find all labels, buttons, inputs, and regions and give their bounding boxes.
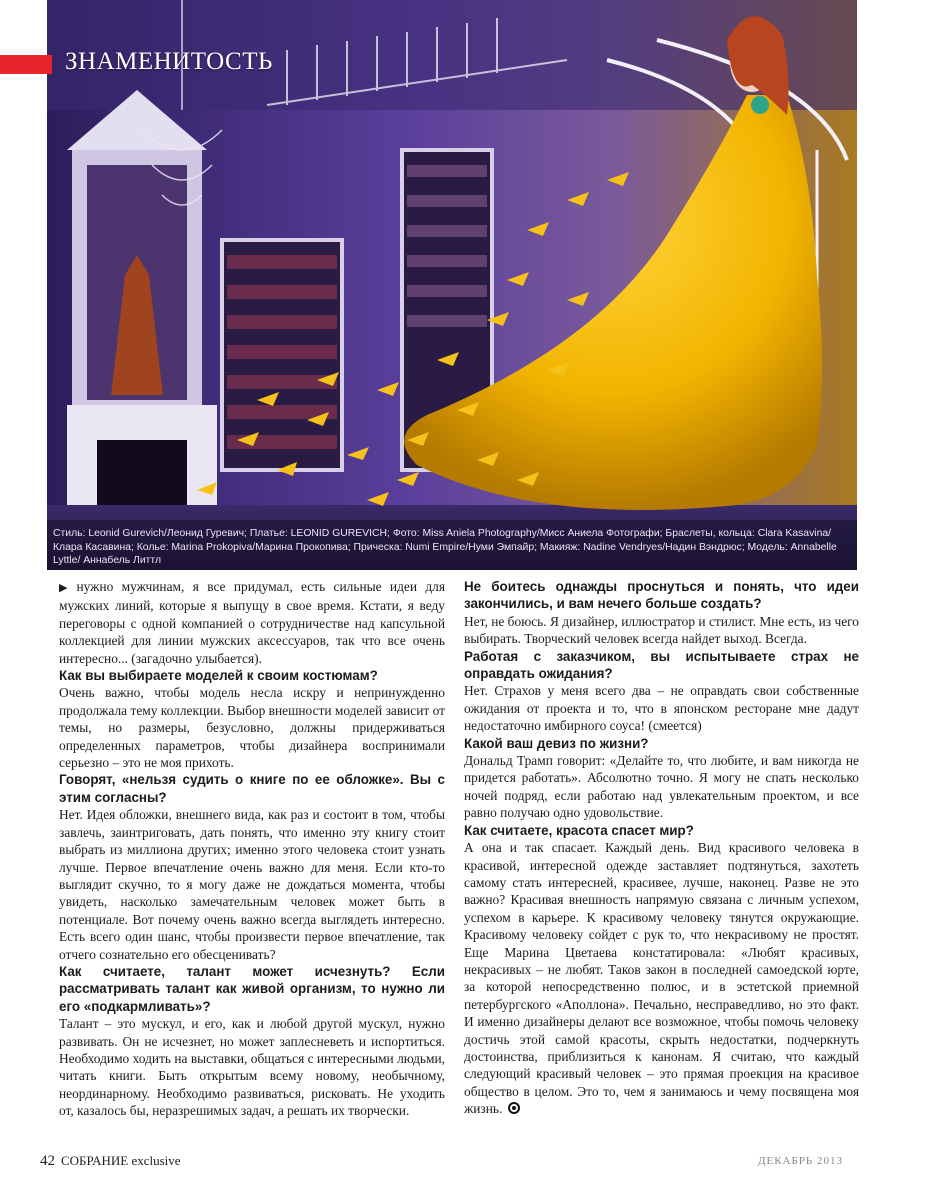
publication-name: СОБРАНИЕ exclusive: [61, 1153, 181, 1168]
footer-issue: ДЕКАБРЬ 2013: [757, 1155, 843, 1167]
intro-text: нужно мужчинам, я все придумал, есть сильные идеи для мужских линий, которые я выпущу в свое время. Кстати, я веду переговоры с одной компанией о сотрудничестве над капсульной коллекцией для линии мужских аксессуаров, так что все очень интересно... (загадочно улыбается).: [59, 579, 445, 666]
question-5: Работая с заказчиком, вы испытываете страх не оправдать ожидания?: [464, 648, 859, 682]
footer-publication: [40, 1153, 181, 1170]
necklace: [751, 96, 769, 114]
question-7: Как считаете, красота спасет мир?: [464, 822, 694, 838]
answer-5: Нет. Страхов у меня всего два – не оправдать свои собственные ожидания от проекта и то, что в японском ресторане мне дадут недостаточно имбирного соуса! (смеется): [464, 683, 859, 734]
answer-1: Очень важно, чтобы модель несла искру и непринужденно продолжала тему коллекции. Выбор внешности моделей зависит от темы, но размеры, безусловно, должны придерживаться определенных параметров, чтобы дизайнера воспринимали серьезно – это не моя прихоть.: [59, 685, 445, 771]
answer-7: [464, 839, 859, 1119]
answer-6: Дональд Трамп говорит: «Делайте то, что любите, и вам никогда не придется работать». Абсолютно точно. Я могу не спать несколько ночей подряд, если работаю над увлекательным проектом, и все равно получаю одно удовольствие.: [464, 753, 859, 821]
question-4: Не боитесь однажды проснуться и понять, что идеи закончились, и вам нечего больше создать?: [464, 579, 859, 612]
page-number: 42: [40, 1153, 55, 1169]
question-2: Говорят, «нельзя судить о книге по ее обложке». Вы с этим согласны?: [59, 772, 445, 805]
article-column-right: [464, 578, 859, 1119]
question-6: Какой ваш девиз по жизни?: [464, 735, 649, 751]
answer-2: Нет. Идея обложки, внешнего вида, как раз и состоит в том, чтобы завлечь, заинтриговать, дать понять, что именно эту книгу стоит выбрать из миллиона других; именно этого человека стоит узнать лучше. Первое впечатление очень важно для меня. Если кто-то выглядит скучно, то я могу даже не дождаться момента, чтобы увидеть, насколько замечательным человек может быть в потенциале. Вот почему очень важно всегда выглядеть интересно. Есть всего один шанс, чтобы произвести первое впечатление, так отчего сознательно его обесценивать?: [59, 807, 445, 962]
answer-4: Нет, не боюсь. Я дизайнер, иллюстратор и стилист. Мне есть, из чего выбирать. Творческий человек всегда найдет выход. Всегда.: [464, 613, 859, 647]
photo-illustration: [47, 0, 857, 570]
intro-paragraph: [59, 578, 445, 667]
section-title: ЗНАМЕНИТОСТЬ: [65, 48, 273, 75]
answer-7-text: А она и так спасает. Каждый день. Вид красивого человека в красивой, интересной одежде заставляет подтянуться, захотеть самому стать интересней, красивее, лучше, наконец. Разве не это важно? Красивая внешность напрямую связана с личным успехом, успехом в карьере. К красивому человеку тянутся окружающие. Красивому человеку сойдет с рук то, что некрасивому не простят. Еще Марина Цветаева констатировала: «Любят красивых, некрасивых – не любят. Таков закон в последней самоедской юрте, за которой непосредственно полюс, и в эстетской приемной петербургского «Аполлона». Печально, несправедливо, но это факт. И именно дизайнеры делают все возможное, чтобы помочь человеку достичь этой самой красоты, скрыть недостатки, подчеркнуть достоинства, приблизиться к канонам. Я считаю, что каждый следующий красивый человек – это прямая проекция на красивое общество в целом. Это то, чем я занимаюсь и чему посвящена моя жизнь.: [464, 840, 859, 1117]
continuation-arrow-icon: ▶: [59, 582, 73, 594]
section-accent-bar: [0, 55, 52, 74]
question-3: Как считаете, талант может исчезнуть? Если рассматривать талант как живой организм, то нужно ли его «подкармливать»?: [59, 963, 445, 1014]
photo-credit: Стиль: Leonid Gurevich/Леонид Гуревич; Платье: LEONID GUREVICH; Фото: Miss Aniela Photography/Мисс Аниела Фотографи; Браслеты, кольца: Clara Kasavina/Клара Касавина; Колье: Marina Prokopiva/Марина Прокопива; Прическа: Numi Empire/Нуми Эмпайр; Макияж: Nadine Vendryes/Надин Вэндрюс; Модель: Annabelle Lyttle/ Аннабель Литтл: [53, 528, 837, 566]
answer-3: Талант – это мускул, и его, как и любой другой мускул, нужно развивать. Он не исчезнет, но может заплесневеть и испортиться. Необходимо ходить на выставки, общаться с интересными людьми, читать книги. Быть открытым всему новому, необычному, неординарному. Необходимо развиваться, рисковать. Не уходить от, казалось бы, неразрешимых задач, а решать их творчески.: [59, 1016, 445, 1119]
end-mark-icon: [508, 1101, 520, 1118]
article-column-left: [59, 578, 445, 1120]
question-1: Как вы выбираете моделей к своим костюмам?: [59, 668, 378, 684]
fireplace-opening: [97, 440, 187, 505]
cover-photo: [47, 0, 857, 570]
